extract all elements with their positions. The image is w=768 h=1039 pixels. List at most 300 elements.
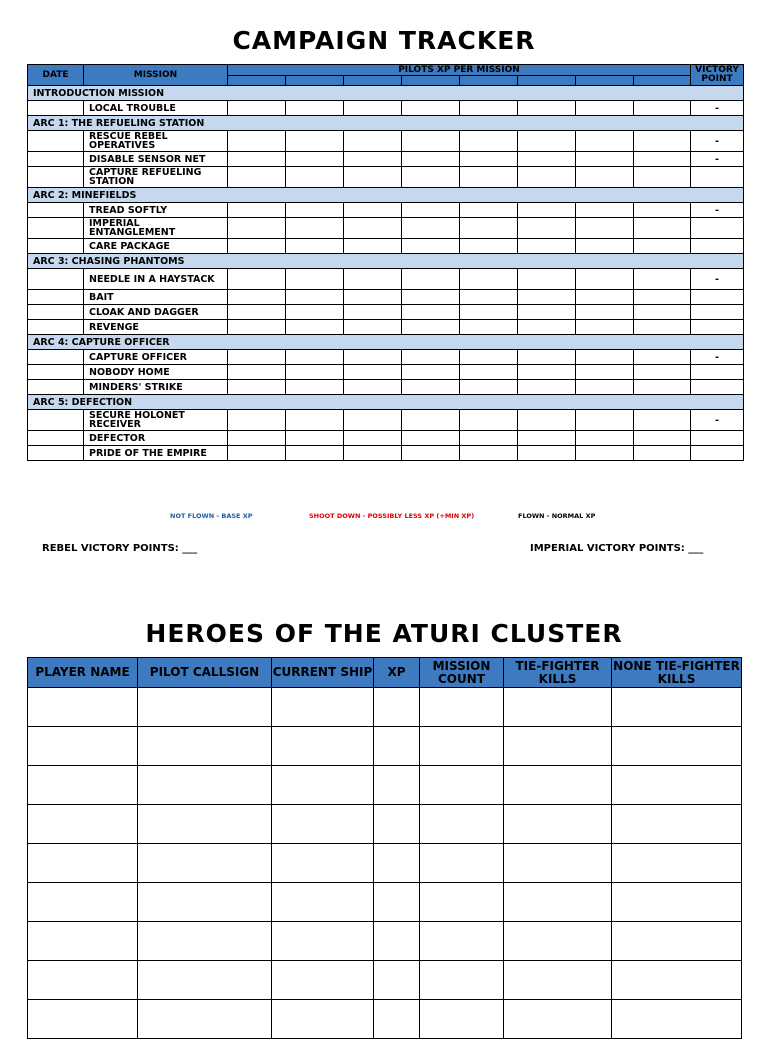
victory-point-cell[interactable] (691, 380, 744, 395)
pilot-xp-cell[interactable] (402, 380, 460, 395)
hero-entry-cell[interactable] (504, 688, 612, 727)
hero-entry-cell[interactable] (28, 688, 138, 727)
hero-entry-cell[interactable] (612, 844, 742, 883)
pilot-xp-cell[interactable] (634, 101, 691, 116)
pilot-xp-cell[interactable] (402, 446, 460, 461)
pilot-xp-cell[interactable] (344, 101, 402, 116)
mission-row (28, 431, 744, 446)
mission-name: MINDERS' STRIKE (84, 380, 228, 395)
pilot-xp-cell[interactable] (286, 167, 344, 188)
hero-row (28, 805, 742, 844)
victory-point-cell[interactable] (691, 305, 744, 320)
hero-entry-cell[interactable] (272, 766, 374, 805)
pilot-xp-cell[interactable] (634, 350, 691, 365)
pilot-xp-cell[interactable] (460, 320, 518, 335)
pilot-xp-cell[interactable] (460, 152, 518, 167)
mission-row (28, 290, 744, 305)
arc-label: ARC 1: THE REFUELING STATION (28, 116, 744, 131)
campaign-tracker-table (27, 64, 744, 461)
pilot-xp-cell[interactable] (518, 131, 576, 152)
pilot-xp-cell[interactable] (518, 350, 576, 365)
victory-point-cell[interactable]: - (691, 269, 744, 290)
hero-entry-cell[interactable] (504, 844, 612, 883)
mission-row (28, 446, 744, 461)
pilot-xp-cell[interactable] (228, 431, 286, 446)
pilot-xp-cell[interactable] (518, 431, 576, 446)
mission-name: SECURE HOLONET RECEIVER (84, 410, 228, 431)
pilot-xp-cell[interactable] (518, 320, 576, 335)
hero-entry-cell[interactable] (504, 961, 612, 1000)
pilot-xp-cell[interactable] (634, 410, 691, 431)
mission-name: DISABLE SENSOR NET (84, 152, 228, 167)
pilot-xp-cell[interactable] (402, 320, 460, 335)
campaign-tracker-title: CAMPAIGN TRACKER (232, 26, 536, 55)
pilot-xp-cell[interactable] (402, 101, 460, 116)
pilot-xp-cell[interactable] (634, 290, 691, 305)
arc-header-row (28, 116, 744, 131)
arc-header-row (28, 254, 744, 269)
hero-entry-cell[interactable] (272, 844, 374, 883)
hero-entry-cell[interactable] (504, 805, 612, 844)
pilot-xp-cell[interactable] (576, 446, 634, 461)
hero-entry-cell[interactable] (504, 883, 612, 922)
hero-entry-cell[interactable] (28, 1000, 138, 1039)
date-cell[interactable] (28, 410, 84, 431)
pilot-xp-cell[interactable] (228, 410, 286, 431)
hero-entry-cell[interactable] (420, 1000, 504, 1039)
header-pilot-slot (402, 76, 460, 86)
hero-entry-cell[interactable] (420, 883, 504, 922)
pilot-xp-cell[interactable] (286, 431, 344, 446)
pilot-xp-cell[interactable] (402, 167, 460, 188)
pilot-xp-cell[interactable] (634, 446, 691, 461)
pilot-xp-cell[interactable] (344, 446, 402, 461)
pilot-xp-cell[interactable] (518, 446, 576, 461)
hero-entry-cell[interactable] (612, 688, 742, 727)
pilot-xp-cell[interactable] (286, 131, 344, 152)
pilot-xp-cell[interactable] (228, 218, 286, 239)
mission-name: REVENGE (84, 320, 228, 335)
pilot-xp-cell[interactable] (460, 446, 518, 461)
hero-entry-cell[interactable] (420, 922, 504, 961)
pilot-xp-cell[interactable] (576, 203, 634, 218)
arc-label: ARC 5: DEFECTION (28, 395, 744, 410)
pilot-xp-cell[interactable] (460, 350, 518, 365)
imperial-victory-points: IMPERIAL VICTORY POINTS: ___ (530, 543, 704, 554)
hero-entry-cell[interactable] (374, 844, 420, 883)
hero-entry-cell[interactable] (272, 883, 374, 922)
hero-entry-cell[interactable] (28, 961, 138, 1000)
hero-entry-cell[interactable] (420, 766, 504, 805)
date-cell[interactable] (28, 431, 84, 446)
pilot-xp-cell[interactable] (286, 446, 344, 461)
pilot-xp-cell[interactable] (228, 365, 286, 380)
victory-point-cell[interactable] (691, 239, 744, 254)
date-cell[interactable] (28, 101, 84, 116)
pilot-xp-cell[interactable] (634, 152, 691, 167)
hero-row (28, 727, 742, 766)
mission-row (28, 239, 744, 254)
pilot-xp-cell[interactable] (344, 203, 402, 218)
date-cell[interactable] (28, 239, 84, 254)
mission-name: NEEDLE IN A HAYSTACK (84, 269, 228, 290)
hero-row (28, 1000, 742, 1039)
pilot-xp-cell[interactable] (228, 101, 286, 116)
hero-entry-cell[interactable] (420, 961, 504, 1000)
date-cell[interactable] (28, 350, 84, 365)
victory-point-cell[interactable]: - (691, 350, 744, 365)
hero-entry-cell[interactable] (504, 1000, 612, 1039)
pilot-xp-cell[interactable] (460, 167, 518, 188)
arc-label: ARC 2: MINEFIELDS (28, 188, 744, 203)
pilot-xp-cell[interactable] (634, 203, 691, 218)
pilot-xp-cell[interactable] (344, 167, 402, 188)
date-cell[interactable] (28, 380, 84, 395)
pilot-xp-cell[interactable] (286, 218, 344, 239)
hero-entry-cell[interactable] (612, 961, 742, 1000)
hero-entry-cell[interactable] (374, 922, 420, 961)
hero-entry-cell[interactable] (138, 1000, 272, 1039)
pilot-xp-cell[interactable] (286, 380, 344, 395)
pilot-xp-cell[interactable] (460, 365, 518, 380)
pilot-xp-cell[interactable] (344, 365, 402, 380)
pilot-xp-cell[interactable] (518, 239, 576, 254)
pilot-xp-cell[interactable] (402, 203, 460, 218)
pilot-xp-cell[interactable] (344, 350, 402, 365)
pilot-xp-cell[interactable] (576, 431, 634, 446)
header-pilot-slot (460, 76, 518, 86)
pilot-xp-cell[interactable] (460, 131, 518, 152)
date-cell[interactable] (28, 203, 84, 218)
victory-point-cell[interactable]: - (691, 203, 744, 218)
pilot-xp-cell[interactable] (228, 350, 286, 365)
date-cell[interactable] (28, 167, 84, 188)
pilot-xp-cell[interactable] (460, 101, 518, 116)
pilot-xp-cell[interactable] (460, 431, 518, 446)
pilot-xp-cell[interactable] (576, 101, 634, 116)
pilot-xp-cell[interactable] (344, 239, 402, 254)
hero-entry-cell[interactable] (504, 727, 612, 766)
pilot-xp-cell[interactable] (228, 203, 286, 218)
pilot-xp-cell[interactable] (344, 218, 402, 239)
pilot-xp-cell[interactable] (286, 101, 344, 116)
pilot-xp-cell[interactable] (286, 365, 344, 380)
mission-name: BAIT (84, 290, 228, 305)
victory-point-cell[interactable] (691, 431, 744, 446)
pilot-xp-cell[interactable] (518, 218, 576, 239)
hero-entry-cell[interactable] (138, 883, 272, 922)
hero-entry-cell[interactable] (138, 727, 272, 766)
date-cell[interactable] (28, 152, 84, 167)
pilot-xp-cell[interactable] (344, 290, 402, 305)
victory-point-cell[interactable] (691, 365, 744, 380)
header-pilot-slot (634, 76, 691, 86)
pilot-xp-cell[interactable] (576, 290, 634, 305)
hero-row (28, 961, 742, 1000)
pilot-xp-cell[interactable] (576, 305, 634, 320)
pilot-xp-cell[interactable] (634, 239, 691, 254)
hero-entry-cell[interactable] (272, 727, 374, 766)
victory-point-cell[interactable]: - (691, 410, 744, 431)
header-pilots-xp: PILOTS XP PER MISSION (228, 65, 691, 76)
hero-entry-cell[interactable] (28, 805, 138, 844)
hero-entry-cell[interactable] (138, 844, 272, 883)
hero-entry-cell[interactable] (138, 805, 272, 844)
pilot-xp-cell[interactable] (634, 365, 691, 380)
pilot-xp-cell[interactable] (518, 167, 576, 188)
pilot-xp-cell[interactable] (634, 305, 691, 320)
legend-not-flown: NOT FLOWN - BASE XP (170, 512, 253, 520)
date-cell[interactable] (28, 131, 84, 152)
arc-header-row (28, 335, 744, 350)
hero-row (28, 922, 742, 961)
pilot-xp-cell[interactable] (576, 152, 634, 167)
pilot-xp-cell[interactable] (228, 131, 286, 152)
victory-point-cell[interactable] (691, 167, 744, 188)
hero-entry-cell[interactable] (612, 766, 742, 805)
pilot-xp-cell[interactable] (402, 305, 460, 320)
heroes-table (27, 657, 742, 1039)
pilot-xp-cell[interactable] (402, 131, 460, 152)
mission-row (28, 101, 744, 116)
pilot-xp-cell[interactable] (518, 410, 576, 431)
date-cell[interactable] (28, 269, 84, 290)
header-pilot-slot (228, 76, 286, 86)
mission-row (28, 131, 744, 152)
date-cell[interactable] (28, 218, 84, 239)
date-cell[interactable] (28, 446, 84, 461)
pilot-xp-cell[interactable] (576, 239, 634, 254)
victory-point-cell[interactable]: - (691, 152, 744, 167)
pilot-xp-cell[interactable] (344, 131, 402, 152)
hero-entry-cell[interactable] (612, 1000, 742, 1039)
hero-entry-cell[interactable] (138, 922, 272, 961)
pilot-xp-cell[interactable] (286, 290, 344, 305)
hero-entry-cell[interactable] (420, 844, 504, 883)
pilot-xp-cell[interactable] (634, 131, 691, 152)
hero-entry-cell[interactable] (504, 766, 612, 805)
pilot-xp-cell[interactable] (576, 269, 634, 290)
pilot-xp-cell[interactable] (634, 431, 691, 446)
hero-entry-cell[interactable] (28, 883, 138, 922)
pilot-xp-cell[interactable] (286, 239, 344, 254)
hero-entry-cell[interactable] (272, 805, 374, 844)
pilot-xp-cell[interactable] (460, 305, 518, 320)
pilot-xp-cell[interactable] (402, 290, 460, 305)
mission-row (28, 269, 744, 290)
pilot-xp-cell[interactable] (460, 203, 518, 218)
hero-entry-cell[interactable] (612, 727, 742, 766)
mission-name: PRIDE OF THE EMPIRE (84, 446, 228, 461)
pilot-xp-cell[interactable] (576, 131, 634, 152)
hero-entry-cell[interactable] (420, 727, 504, 766)
mission-name: TREAD SOFTLY (84, 203, 228, 218)
victory-point-cell[interactable]: - (691, 101, 744, 116)
pilot-xp-cell[interactable] (518, 365, 576, 380)
arc-header-row (28, 86, 744, 101)
hero-entry-cell[interactable] (272, 1000, 374, 1039)
pilot-xp-cell[interactable] (576, 380, 634, 395)
legend-flown: FLOWN - NORMAL XP (518, 512, 596, 520)
pilot-xp-cell[interactable] (344, 269, 402, 290)
pilot-xp-cell[interactable] (344, 152, 402, 167)
pilot-xp-cell[interactable] (518, 101, 576, 116)
arc-header-row (28, 395, 744, 410)
mission-name: IMPERIAL ENTANGLEMENT (84, 218, 228, 239)
pilot-xp-cell[interactable] (286, 203, 344, 218)
pilot-xp-cell[interactable] (402, 239, 460, 254)
pilot-xp-cell[interactable] (286, 305, 344, 320)
pilot-xp-cell[interactable] (286, 410, 344, 431)
pilot-xp-cell[interactable] (518, 269, 576, 290)
pilot-xp-cell[interactable] (344, 305, 402, 320)
pilot-xp-cell[interactable] (634, 320, 691, 335)
pilot-xp-cell[interactable] (286, 350, 344, 365)
pilot-xp-cell[interactable] (228, 239, 286, 254)
hero-entry-cell[interactable] (612, 805, 742, 844)
arc-label: ARC 4: CAPTURE OFFICER (28, 335, 744, 350)
header-pilot-slot (518, 76, 576, 86)
pilot-xp-cell[interactable] (228, 380, 286, 395)
hero-row (28, 883, 742, 922)
victory-point-cell[interactable] (691, 320, 744, 335)
pilot-xp-cell[interactable] (286, 269, 344, 290)
pilot-xp-cell[interactable] (518, 380, 576, 395)
mission-name: LOCAL TROUBLE (84, 101, 228, 116)
pilot-xp-cell[interactable] (344, 410, 402, 431)
hero-row (28, 844, 742, 883)
pilot-xp-cell[interactable] (228, 305, 286, 320)
mission-row (28, 320, 744, 335)
header-pilot-slot (286, 76, 344, 86)
pilot-xp-cell[interactable] (228, 446, 286, 461)
pilot-xp-cell[interactable] (402, 152, 460, 167)
pilot-xp-cell[interactable] (286, 152, 344, 167)
hero-row (28, 766, 742, 805)
header-victory-point: VICTORY POINT (691, 65, 744, 86)
pilot-xp-cell[interactable] (344, 431, 402, 446)
hero-entry-cell[interactable] (272, 922, 374, 961)
hero-entry-cell[interactable] (612, 883, 742, 922)
hero-entry-cell[interactable] (28, 727, 138, 766)
mission-name: NOBODY HOME (84, 365, 228, 380)
hero-entry-cell[interactable] (138, 766, 272, 805)
pilot-xp-cell[interactable] (576, 218, 634, 239)
pilot-xp-cell[interactable] (576, 350, 634, 365)
hero-entry-cell[interactable] (374, 961, 420, 1000)
mission-row (28, 380, 744, 395)
pilot-xp-cell[interactable] (402, 431, 460, 446)
pilot-xp-cell[interactable] (576, 365, 634, 380)
pilot-xp-cell[interactable] (576, 320, 634, 335)
pilot-xp-cell[interactable] (402, 410, 460, 431)
pilot-xp-cell[interactable] (402, 218, 460, 239)
header-date: DATE (28, 65, 84, 86)
heroes-header-cell: TIE-FIGHTER KILLS (504, 658, 612, 688)
mission-row (28, 152, 744, 167)
heroes-header-cell: CURRENT SHIP (272, 658, 374, 688)
mission-row (28, 410, 744, 431)
header-mission: MISSION (84, 65, 228, 86)
pilot-xp-cell[interactable] (518, 203, 576, 218)
pilot-xp-cell[interactable] (402, 269, 460, 290)
hero-entry-cell[interactable] (28, 766, 138, 805)
hero-entry-cell[interactable] (420, 688, 504, 727)
header-pilot-slot (576, 76, 634, 86)
pilot-xp-cell[interactable] (634, 167, 691, 188)
pilot-xp-cell[interactable] (634, 269, 691, 290)
hero-entry-cell[interactable] (504, 922, 612, 961)
pilot-xp-cell[interactable] (460, 239, 518, 254)
hero-entry-cell[interactable] (374, 883, 420, 922)
pilot-xp-cell[interactable] (228, 320, 286, 335)
mission-name: CLOAK AND DAGGER (84, 305, 228, 320)
pilot-xp-cell[interactable] (460, 410, 518, 431)
date-cell[interactable] (28, 365, 84, 380)
heroes-header-cell: NONE TIE-FIGHTER KILLS (613, 658, 740, 686)
pilot-xp-cell[interactable] (460, 290, 518, 305)
pilot-xp-cell[interactable] (460, 218, 518, 239)
pilot-xp-cell[interactable] (228, 152, 286, 167)
hero-entry-cell[interactable] (28, 844, 138, 883)
hero-entry-cell[interactable] (138, 961, 272, 1000)
date-cell[interactable] (28, 320, 84, 335)
pilot-xp-cell[interactable] (576, 410, 634, 431)
pilot-xp-cell[interactable] (286, 320, 344, 335)
hero-entry-cell[interactable] (612, 922, 742, 961)
hero-entry-cell[interactable] (374, 805, 420, 844)
pilot-xp-cell[interactable] (344, 380, 402, 395)
pilot-xp-cell[interactable] (518, 152, 576, 167)
pilot-xp-cell[interactable] (228, 269, 286, 290)
heroes-title: HEROES OF THE ATURI CLUSTER (145, 619, 623, 648)
hero-entry-cell[interactable] (374, 727, 420, 766)
pilot-xp-cell[interactable] (634, 380, 691, 395)
pilot-xp-cell[interactable] (518, 290, 576, 305)
hero-entry-cell[interactable] (420, 805, 504, 844)
victory-point-cell[interactable] (691, 218, 744, 239)
hero-entry-cell[interactable] (374, 766, 420, 805)
hero-entry-cell[interactable] (272, 961, 374, 1000)
victory-point-cell[interactable] (691, 446, 744, 461)
arc-label: ARC 3: CHASING PHANTOMS (28, 254, 744, 269)
pilot-xp-cell[interactable] (518, 305, 576, 320)
victory-point-cell[interactable]: - (691, 131, 744, 152)
pilot-xp-cell[interactable] (402, 350, 460, 365)
pilot-xp-cell[interactable] (576, 167, 634, 188)
pilot-xp-cell[interactable] (402, 365, 460, 380)
victory-point-cell[interactable] (691, 290, 744, 305)
hero-entry-cell[interactable] (28, 922, 138, 961)
hero-entry-cell[interactable] (374, 1000, 420, 1039)
mission-row (28, 350, 744, 365)
pilot-xp-cell[interactable] (460, 269, 518, 290)
date-cell[interactable] (28, 290, 84, 305)
date-cell[interactable] (28, 305, 84, 320)
heroes-header-cell: MISSION COUNT (420, 658, 504, 688)
arc-label: INTRODUCTION MISSION (28, 86, 744, 101)
pilot-xp-cell[interactable] (344, 320, 402, 335)
mission-row (28, 305, 744, 320)
mission-row (28, 365, 744, 380)
pilot-xp-cell[interactable] (228, 290, 286, 305)
hero-entry-cell[interactable] (138, 688, 272, 727)
hero-entry-cell[interactable] (272, 688, 374, 727)
pilot-xp-cell[interactable] (634, 218, 691, 239)
hero-entry-cell[interactable] (374, 688, 420, 727)
pilot-xp-cell[interactable] (228, 167, 286, 188)
pilot-xp-cell[interactable] (460, 380, 518, 395)
